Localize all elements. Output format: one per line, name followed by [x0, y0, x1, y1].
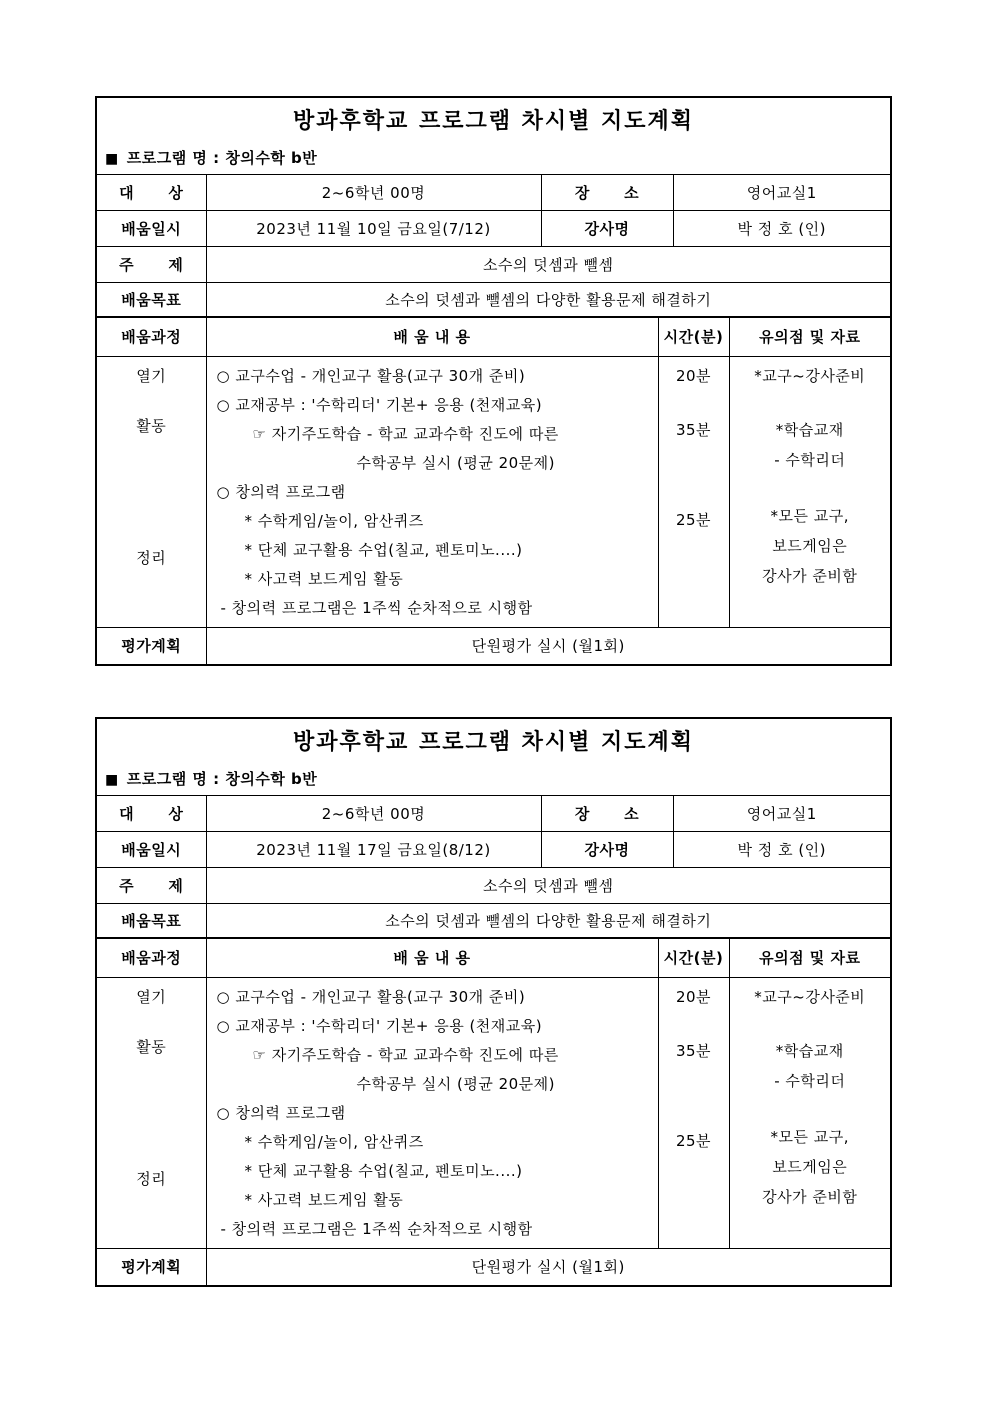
- subject-value: 소수의 덧셈과 뺄셈: [206, 246, 891, 282]
- content-line: * 단체 교구활용 수업(칠교, 펜토미노....): [244, 1161, 523, 1180]
- process-header-content: 배 움 내 용: [206, 938, 658, 977]
- content-line: 수학공부 실시 (평균 20문제): [356, 453, 555, 472]
- evaluation-value: 단원평가 실시 (월1회): [206, 627, 891, 665]
- target-label: 대 상: [96, 795, 206, 831]
- evaluation-value: 단원평가 실시 (월1회): [206, 1248, 891, 1286]
- target-value: 2~6학년 00명: [206, 174, 541, 210]
- instructor-label: 강사명: [541, 210, 673, 246]
- subject-label: 주 제: [96, 246, 206, 282]
- program-name-line: [96, 762, 891, 795]
- stage-column: [96, 356, 206, 627]
- note-line: *모든 교구,: [770, 506, 850, 525]
- time-value: 20분: [675, 987, 712, 1006]
- note-line: 강사가 준비함: [762, 566, 858, 585]
- date-value: 2023년 11월 17일 금요일(8/12): [206, 831, 541, 867]
- place-value: 영어교실1: [673, 174, 891, 210]
- program-name-text: 프로그램 명 : 창의수학 b반: [126, 148, 318, 167]
- content-line: ○ 교구수업 - 개인교구 활용(교구 30개 준비): [216, 987, 526, 1006]
- content-line: ○ 교구수업 - 개인교구 활용(교구 30개 준비): [216, 366, 526, 385]
- process-header-notes: 유의점 및 자료: [729, 938, 891, 977]
- program-name-text: 프로그램 명 : 창의수학 b반: [126, 769, 318, 788]
- process-header-stage: 배움과정: [96, 938, 206, 977]
- goal-label: 배움목표: [96, 282, 206, 317]
- instructor-value: 박 정 호 (인): [673, 210, 891, 246]
- content-line: * 수학게임/놀이, 암산퀴즈: [244, 511, 424, 530]
- stage-label-activity: 활동: [136, 416, 167, 435]
- target-value: 2~6학년 00명: [206, 795, 541, 831]
- content-line: * 단체 교구활용 수업(칠교, 펜토미노....): [244, 540, 523, 559]
- subject-value: 소수의 덧셈과 뺄셈: [206, 867, 891, 903]
- square-bullet-icon: ■: [105, 150, 119, 167]
- process-header-content: 배 움 내 용: [206, 317, 658, 356]
- goal-value: 소수의 덧셈과 뺄셈의 다양한 활용문제 해결하기: [206, 903, 891, 938]
- subject-label: 주 제: [96, 867, 206, 903]
- program-name-line: [96, 141, 891, 174]
- note-line: - 수학리더: [774, 450, 846, 469]
- process-header-time: 시간(분): [658, 317, 729, 356]
- stage-label-wrapup: 정리: [136, 548, 167, 567]
- place-label: 장 소: [541, 174, 673, 210]
- content-line: 수학공부 실시 (평균 20문제): [356, 1074, 555, 1093]
- instructor-label: 강사명: [541, 831, 673, 867]
- page-title: 방과후학교 프로그램 차시별 지도계획: [96, 718, 891, 762]
- stage-label-open: 열기: [136, 987, 167, 1006]
- time-column: [658, 356, 729, 627]
- place-value: 영어교실1: [673, 795, 891, 831]
- place-label: 장 소: [541, 795, 673, 831]
- content-line: - 창의력 프로그램은 1주씩 순차적으로 시행함: [220, 1219, 533, 1238]
- note-line: *교구~강사준비: [754, 366, 866, 385]
- square-bullet-icon: ■: [105, 771, 119, 788]
- content-column: [206, 977, 658, 1248]
- stage-label-activity: 활동: [136, 1037, 167, 1056]
- time-value: 35분: [675, 420, 712, 439]
- content-line: ○ 교재공부 : '수학리더' 기본+ 응용 (천재교육): [216, 395, 543, 414]
- note-line: - 수학리더: [774, 1071, 846, 1090]
- content-line: * 사고력 보드게임 활동: [244, 569, 404, 588]
- stage-label-wrapup: 정리: [136, 1169, 167, 1188]
- content-column: [206, 356, 658, 627]
- time-value: 25분: [675, 1131, 712, 1150]
- time-value: 25분: [675, 510, 712, 529]
- process-header-time: 시간(분): [658, 938, 729, 977]
- process-header-notes: 유의점 및 자료: [729, 317, 891, 356]
- note-line: 강사가 준비함: [762, 1187, 858, 1206]
- instructor-value: 박 정 호 (인): [673, 831, 891, 867]
- content-line: ○ 교재공부 : '수학리더' 기본+ 응용 (천재교육): [216, 1016, 543, 1035]
- note-line: *학습교재: [775, 1041, 844, 1060]
- process-header-stage: 배움과정: [96, 317, 206, 356]
- time-value: 20분: [675, 366, 712, 385]
- notes-column: [729, 977, 891, 1248]
- page-title: 방과후학교 프로그램 차시별 지도계획: [96, 97, 891, 141]
- date-label: 배움일시: [96, 210, 206, 246]
- content-line: - 창의력 프로그램은 1주씩 순차적으로 시행함: [220, 598, 533, 617]
- content-line: ☞ 자기주도학습 - 학교 교과수학 진도에 따른: [252, 424, 559, 443]
- note-line: *교구~강사준비: [754, 987, 866, 1006]
- note-line: *학습교재: [775, 420, 844, 439]
- time-value: 35분: [675, 1041, 712, 1060]
- content-line: * 수학게임/놀이, 암산퀴즈: [244, 1132, 424, 1151]
- content-line: * 사고력 보드게임 활동: [244, 1190, 404, 1209]
- target-label: 대 상: [96, 174, 206, 210]
- date-label: 배움일시: [96, 831, 206, 867]
- content-line: ○ 창의력 프로그램: [216, 1103, 346, 1122]
- evaluation-label: 평가계획: [96, 1248, 206, 1286]
- note-line: 보드게임은: [772, 536, 848, 555]
- note-line: *모든 교구,: [770, 1127, 850, 1146]
- content-line: ○ 창의력 프로그램: [216, 482, 346, 501]
- content-line: ☞ 자기주도학습 - 학교 교과수학 진도에 따른: [252, 1045, 559, 1064]
- stage-column: [96, 977, 206, 1248]
- note-line: 보드게임은: [772, 1157, 848, 1176]
- time-column: [658, 977, 729, 1248]
- goal-value: 소수의 덧셈과 뺄셈의 다양한 활용문제 해결하기: [206, 282, 891, 317]
- evaluation-label: 평가계획: [96, 627, 206, 665]
- lesson-plan-table-1: [95, 96, 892, 666]
- lesson-plan-table-2: [95, 717, 892, 1287]
- notes-column: [729, 356, 891, 627]
- stage-label-open: 열기: [136, 366, 167, 385]
- goal-label: 배움목표: [96, 903, 206, 938]
- date-value: 2023년 11월 10일 금요일(7/12): [206, 210, 541, 246]
